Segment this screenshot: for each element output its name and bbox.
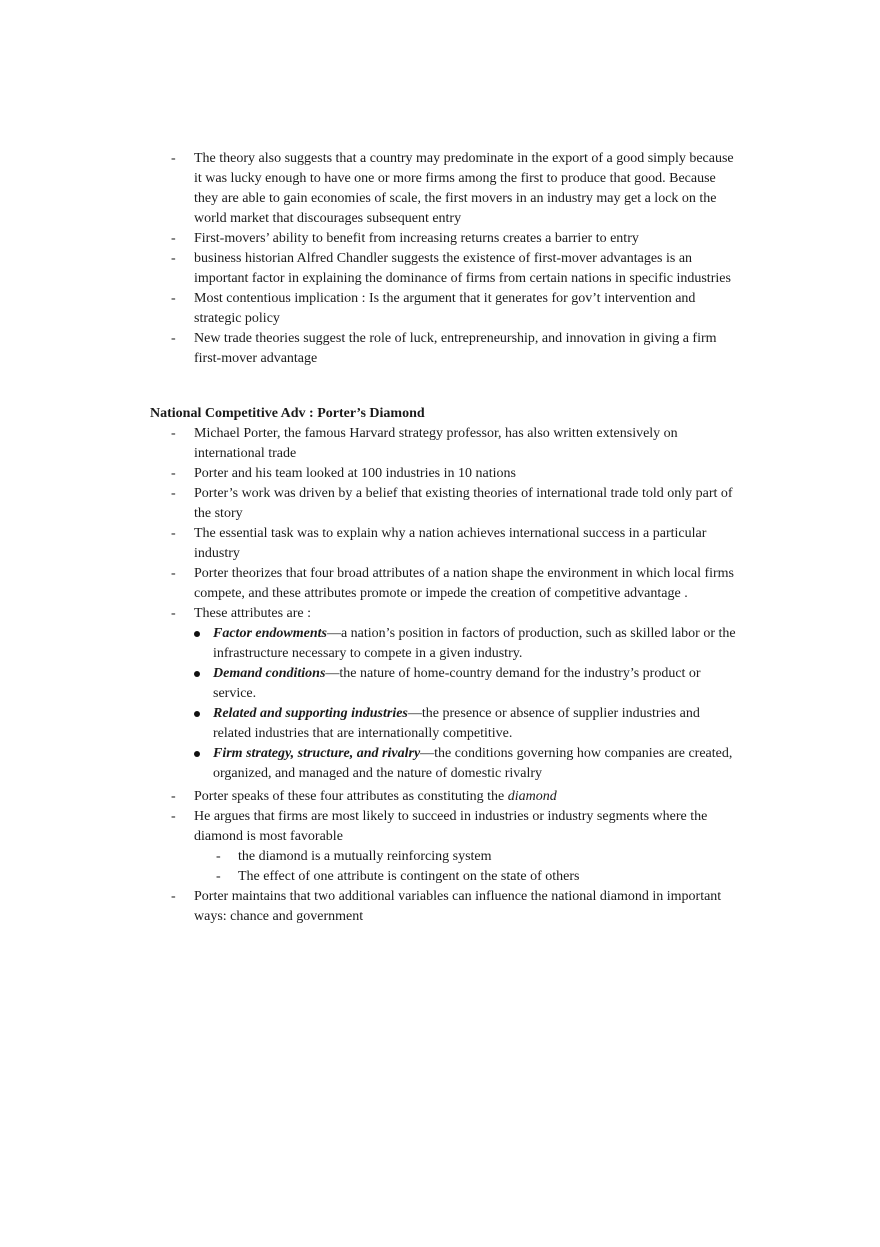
list-item — [150, 787, 740, 807]
dash-marker: - — [171, 566, 176, 581]
diamond-word: diamond — [507, 789, 557, 804]
list-item-text: Porter maintains that two additional variables can influence the national diamond in important ways: chance and government — [194, 889, 722, 924]
dash-marker: - — [171, 331, 176, 346]
list-item — [150, 149, 740, 229]
attribute-item — [194, 744, 740, 784]
dash-marker: - — [171, 231, 176, 246]
list-item-text: Porter’s work was driven by a belief that existing theories of international trade told only part of the story — [194, 486, 733, 521]
list-item — [150, 564, 740, 604]
dash-marker: - — [171, 606, 176, 621]
list-item-text: The theory also suggests that a country may predominate in the export of a good simply because it was lucky enough to have one or more firms among the first to produce that good. Because they are able to gain economies of scale, the first movers in an industry may get a lock on the world market that discourages subsequent entry — [194, 151, 734, 226]
porter-list — [150, 424, 740, 927]
list-item — [150, 484, 740, 524]
bullet-icon — [194, 671, 200, 677]
sub-list-item-text: The effect of one attribute is contingent on the state of others — [238, 869, 580, 884]
list-item — [150, 249, 740, 289]
list-item-text: First-movers’ ability to benefit from increasing returns creates a barrier to entry — [194, 231, 639, 246]
diamond-line-prefix: Porter speaks of these four attributes as constituting the — [194, 789, 508, 804]
list-item — [150, 524, 740, 564]
sub-list-item — [194, 867, 740, 887]
attribute-term: Factor endowments — [213, 626, 327, 641]
section-heading: National Competitive Adv : Porter’s Diamond — [150, 406, 425, 421]
dash-marker: - — [171, 291, 176, 306]
list-item — [150, 424, 740, 464]
attribute-item — [194, 704, 740, 744]
list-item — [150, 887, 740, 927]
dash-marker: - — [171, 251, 176, 266]
first-mover-list — [150, 149, 740, 369]
attribute-desc: —the nature of home-country demand for the industry’s product or service. — [213, 666, 701, 701]
list-item-text: The essential task was to explain why a nation achieves international success in a particular industry — [194, 526, 707, 561]
list-item — [150, 807, 740, 887]
attribute-term: Firm strategy, structure, and rivalry — [213, 746, 421, 761]
list-item — [150, 289, 740, 329]
dash-marker: - — [171, 151, 176, 166]
dash-marker: - — [171, 789, 176, 804]
list-item-text: Michael Porter, the famous Harvard strategy professor, has also written extensively on international trade — [194, 426, 678, 461]
attribute-term: Demand conditions — [213, 666, 326, 681]
list-item-text: These attributes are : — [194, 606, 312, 621]
sub-list-item-text: the diamond is a mutually reinforcing system — [238, 849, 492, 864]
dash-marker: - — [171, 889, 176, 904]
sub-list-item — [194, 847, 740, 867]
list-item — [150, 229, 740, 249]
dash-marker: - — [171, 426, 176, 441]
attribute-item — [194, 664, 740, 704]
attribute-desc: —the presence or absence of supplier industries and related industries that are internationally competitive. — [213, 706, 700, 741]
sub-list — [194, 847, 740, 887]
list-item-text: Porter theorizes that four broad attributes of a nation shape the environment in which local firms compete, and these attributes promote or impede the creation of competitive advantage . — [194, 566, 735, 601]
list-item-text: Most contentious implication : Is the argument that it generates for gov’t intervention and strategic policy — [194, 291, 696, 326]
dash-marker: - — [216, 849, 221, 864]
list-item — [150, 329, 740, 369]
attribute-desc: —the conditions governing how companies are created, organized, and managed and the nature of domestic rivalry — [213, 746, 733, 781]
bullet-icon — [194, 631, 200, 637]
dash-marker: - — [171, 809, 176, 824]
attributes-list — [194, 624, 740, 784]
first-mover-section — [150, 149, 740, 369]
dash-marker: - — [171, 526, 176, 541]
attribute-desc: —a nation’s position in factors of production, such as skilled labor or the infrastructure necessary to compete in a given industry. — [213, 626, 736, 661]
list-item-text: business historian Alfred Chandler suggests the existence of first-mover advantages is an important factor in explaining the dominance of firms from certain nations in specific industries — [194, 251, 731, 286]
dash-marker: - — [171, 486, 176, 501]
dash-marker: - — [216, 869, 221, 884]
dash-marker: - — [171, 466, 176, 481]
bullet-icon — [194, 751, 200, 757]
list-item-text: New trade theories suggest the role of luck, entrepreneurship, and innovation in giving a firm first-mover advantage — [194, 331, 717, 366]
list-item-text: He argues that firms are most likely to succeed in industries or industry segments where the diamond is most favorable — [194, 809, 708, 844]
list-item-attributes — [150, 604, 740, 784]
list-item-text: Porter and his team looked at 100 industries in 10 nations — [194, 466, 516, 481]
list-item — [150, 464, 740, 484]
bullet-icon — [194, 711, 200, 717]
porters-diamond-section — [150, 404, 740, 927]
attribute-term: Related and supporting industries — [213, 706, 408, 721]
list-item-text — [194, 787, 740, 807]
attribute-item — [194, 624, 740, 664]
